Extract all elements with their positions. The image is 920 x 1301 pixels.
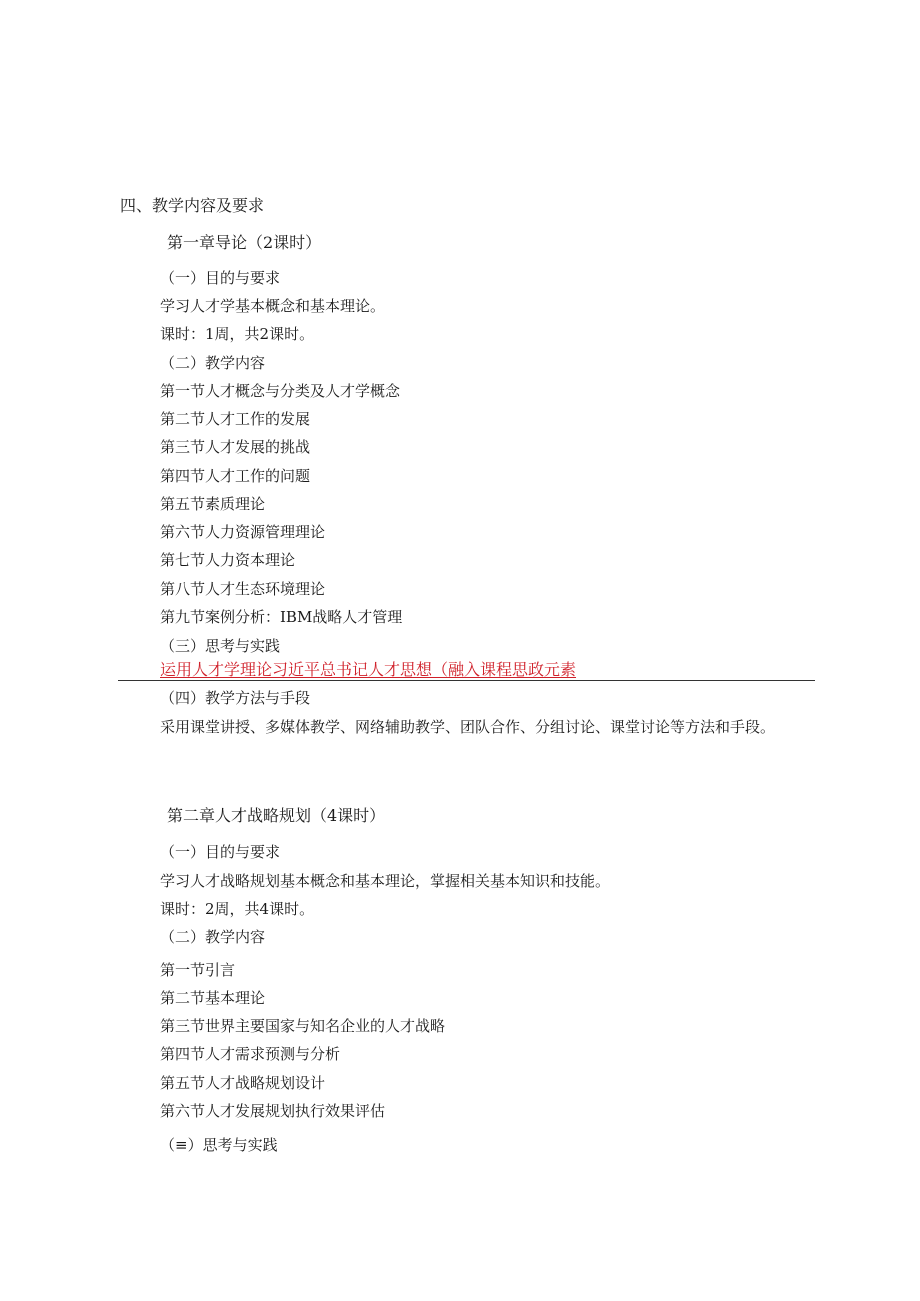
chapter-2-content-heading: （二）教学内容 bbox=[160, 928, 266, 946]
chapter-1-content-heading: （二）教学内容 bbox=[160, 354, 266, 372]
chapter-2-section-item: 第二节基本理论 bbox=[160, 989, 266, 1007]
horizontal-rule bbox=[118, 680, 815, 681]
chapter-2-section-item: 第六节人才发展规划执行效果评估 bbox=[160, 1102, 386, 1120]
chapter-1-section-item: 第二节人才工作的发展 bbox=[160, 410, 311, 428]
chapter-1-hours: 课时：1周，共2课时。 bbox=[160, 325, 315, 343]
chapter-1-section-item: 第八节人才生态环境理论 bbox=[160, 580, 326, 598]
chapter-2-section-item: 第四节人才需求预测与分析 bbox=[160, 1045, 341, 1063]
chapter-2-section-item: 第五节人才战略规划设计 bbox=[160, 1074, 326, 1092]
chapter-1-section-item: 第四节人才工作的问题 bbox=[160, 467, 311, 485]
chapter-2-goal-text: 学习人才战略规划基本概念和基本理论，掌握相关基本知识和技能。 bbox=[160, 872, 611, 890]
chapter-1-method-text: 采用课堂讲授、多媒体教学、网络辅助教学、团队合作、分组讨论、课堂讨论等方法和手段。 bbox=[160, 718, 776, 736]
chapter-1-goal-heading: （一）目的与要求 bbox=[160, 269, 281, 287]
chapter-2-title: 第二章人才战略规划（4课时） bbox=[167, 806, 386, 825]
chapter-2-section-item: 第三节世界主要国家与知名企业的人才战略 bbox=[160, 1017, 446, 1035]
section-heading: 四、教学内容及要求 bbox=[120, 196, 265, 215]
chapter-2-section-item: 第一节引言 bbox=[160, 961, 236, 979]
chapter-1-section-item: 第七节人力资本理论 bbox=[160, 551, 296, 569]
chapter-2-practice-heading: （≡）思考与实践 bbox=[160, 1136, 278, 1154]
chapter-1-section-item: 第五节素质理论 bbox=[160, 495, 266, 513]
chapter-1-method-heading: （四）教学方法与手段 bbox=[160, 689, 311, 707]
chapter-1-goal-text: 学习人才学基本概念和基本理论。 bbox=[160, 297, 386, 315]
chapter-1-section-item: 第三节人才发展的挑战 bbox=[160, 438, 311, 456]
chapter-1-section-item: 第一节人才概念与分类及人才学概念 bbox=[160, 382, 401, 400]
chapter-1-title: 第一章导论（2课时） bbox=[167, 233, 322, 252]
chapter-2-hours: 课时：2周，共4课时。 bbox=[160, 900, 315, 918]
chapter-1-practice-text: 运用人才学理论习近平总书记人才思想（融入课程思政元素 bbox=[160, 660, 577, 679]
chapter-1-section-item: 第六节人力资源管理理论 bbox=[160, 523, 326, 541]
chapter-1-section-item: 第九节案例分析：IBM战略人才管理 bbox=[160, 608, 403, 626]
chapter-1-practice-heading: （三）思考与实践 bbox=[160, 637, 281, 655]
chapter-2-goal-heading: （一）目的与要求 bbox=[160, 843, 281, 861]
